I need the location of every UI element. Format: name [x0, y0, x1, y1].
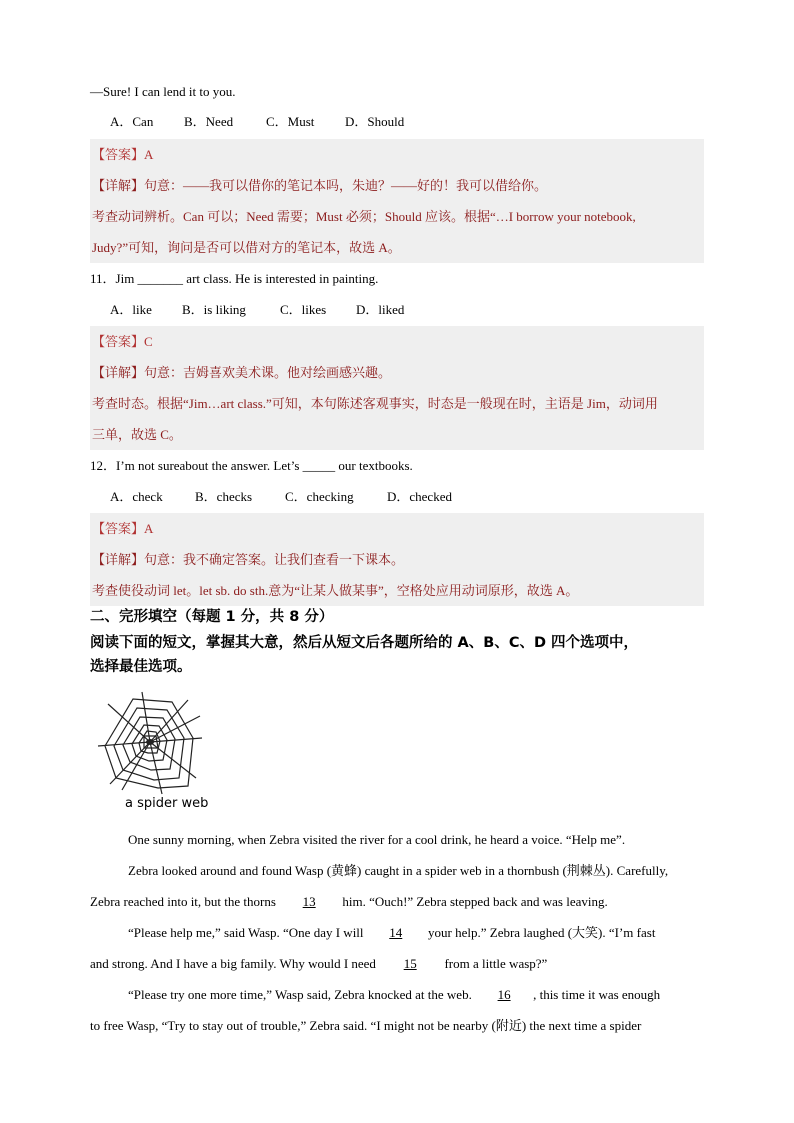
detail-label: 【详解】 [92, 178, 145, 193]
section-instruction: 阅读下面的短文，掌握其大意，然后从短文后各题所给的 A、B、C、D 四个选项中， [90, 635, 639, 651]
answer-value: C [144, 334, 153, 349]
analysis-line: 三单，故选 C。 [92, 427, 182, 442]
q11-answer-box [90, 326, 704, 450]
answer-label: 【答案】 [92, 521, 145, 536]
detail-label: 【详解】 [92, 365, 145, 380]
option-d: D．checked [387, 489, 452, 504]
option-d: D．Should [345, 114, 405, 129]
answer-value: A [144, 147, 154, 162]
q11-options [110, 300, 404, 320]
passage-line: Zebra looked around and found Wasp (黄蜂) caught in a spider web in a thornbush (荆棘丛). Carefully, [128, 863, 669, 878]
q12-options [110, 487, 452, 507]
detail-text: 句意：我不确定答案。让我们查看一下课本。 [144, 552, 405, 567]
image-caption: a spider web [125, 796, 209, 811]
q10-options [110, 112, 404, 132]
detail-label: 【详解】 [92, 552, 145, 567]
passage-line: to free Wasp, “Try to stay out of trouble,” Zebra said. “I might not be nearby (附近) the next time a spider [90, 1018, 642, 1033]
analysis-line: 考查时态。根据“Jim…art class.”可知，本句陈述客观事实，时态是一般现在时，主语是 Jim，动词用 [92, 396, 658, 411]
passage-text: , this time it was enough [533, 987, 661, 1002]
analysis-line: 考查动词辨析。Can 可以；Need 需要；Must 必须；Should 应该。根据“…I borrow your notebook, [92, 209, 636, 224]
option-b: B．Need [184, 114, 234, 129]
blank-15[interactable]: 15 [403, 956, 417, 971]
blank-13[interactable]: 13 [302, 894, 316, 909]
q12-stem: 12．I’m not sureabout the answer. Let’s _____ our textbooks. [90, 458, 413, 473]
option-a: A．like [110, 302, 152, 317]
answer-label: 【答案】 [92, 147, 145, 162]
section-title: 二、完形填空（每题 1 分，共 8 分） [90, 609, 334, 625]
detail-text: 句意：吉姆喜欢美术课。他对绘画感兴趣。 [144, 365, 392, 380]
q11-stem: 11．Jim _______ art class. He is interested in painting. [90, 271, 379, 286]
passage-text: your help.” Zebra laughed (大笑). “I’m fast [428, 925, 656, 940]
passage-text: from a little wasp?” [444, 956, 548, 971]
option-a: A．Can [110, 114, 154, 129]
passage-line [128, 985, 660, 1005]
blank-14[interactable]: 14 [389, 925, 403, 940]
option-c: C．Must [266, 114, 315, 129]
q12-answer-box [90, 513, 704, 606]
analysis-line: 考查使役动词 let。let sb. do sth.意为“让某人做某事”，空格处应用动词原形，故选 A。 [92, 583, 579, 598]
passage-text: him. “Ouch!” Zebra stepped back and was leaving. [342, 894, 608, 909]
option-b: B．checks [195, 489, 253, 504]
passage-line: One sunny morning, when Zebra visited the river for a cool drink, he heard a voice. “Help me”. [128, 832, 626, 847]
analysis-line: Judy?”可知，询问是否可以借对方的笔记本，故选 A。 [92, 240, 401, 255]
option-a: A．check [110, 489, 163, 504]
passage-text: “Please try one more time,” Wasp said, Zebra knocked at the web. [128, 987, 472, 1002]
section-instruction: 选择最佳选项。 [90, 659, 192, 675]
blank-16[interactable]: 16 [497, 987, 511, 1002]
passage-line [90, 954, 547, 974]
option-d: D．liked [356, 302, 405, 317]
option-c: C．checking [285, 489, 354, 504]
passage-line [90, 892, 608, 912]
q10-dialog-line: —Sure! I can lend it to you. [90, 84, 236, 99]
passage-line [128, 923, 655, 943]
passage-text: and strong. And I have a big family. Why would I need [90, 956, 376, 971]
spider-web-image [92, 690, 208, 796]
option-b: B．is liking [182, 302, 246, 317]
answer-label: 【答案】 [92, 334, 145, 349]
q10-answer-box [90, 139, 704, 263]
option-c: C．likes [280, 302, 327, 317]
passage-text: “Please help me,” said Wasp. “One day I will [128, 925, 364, 940]
detail-text: 句意：——我可以借你的笔记本吗，朱迪？——好的！我可以借给你。 [144, 178, 548, 193]
passage-text: Zebra reached into it, but the thorns [90, 894, 276, 909]
answer-value: A [144, 521, 154, 536]
